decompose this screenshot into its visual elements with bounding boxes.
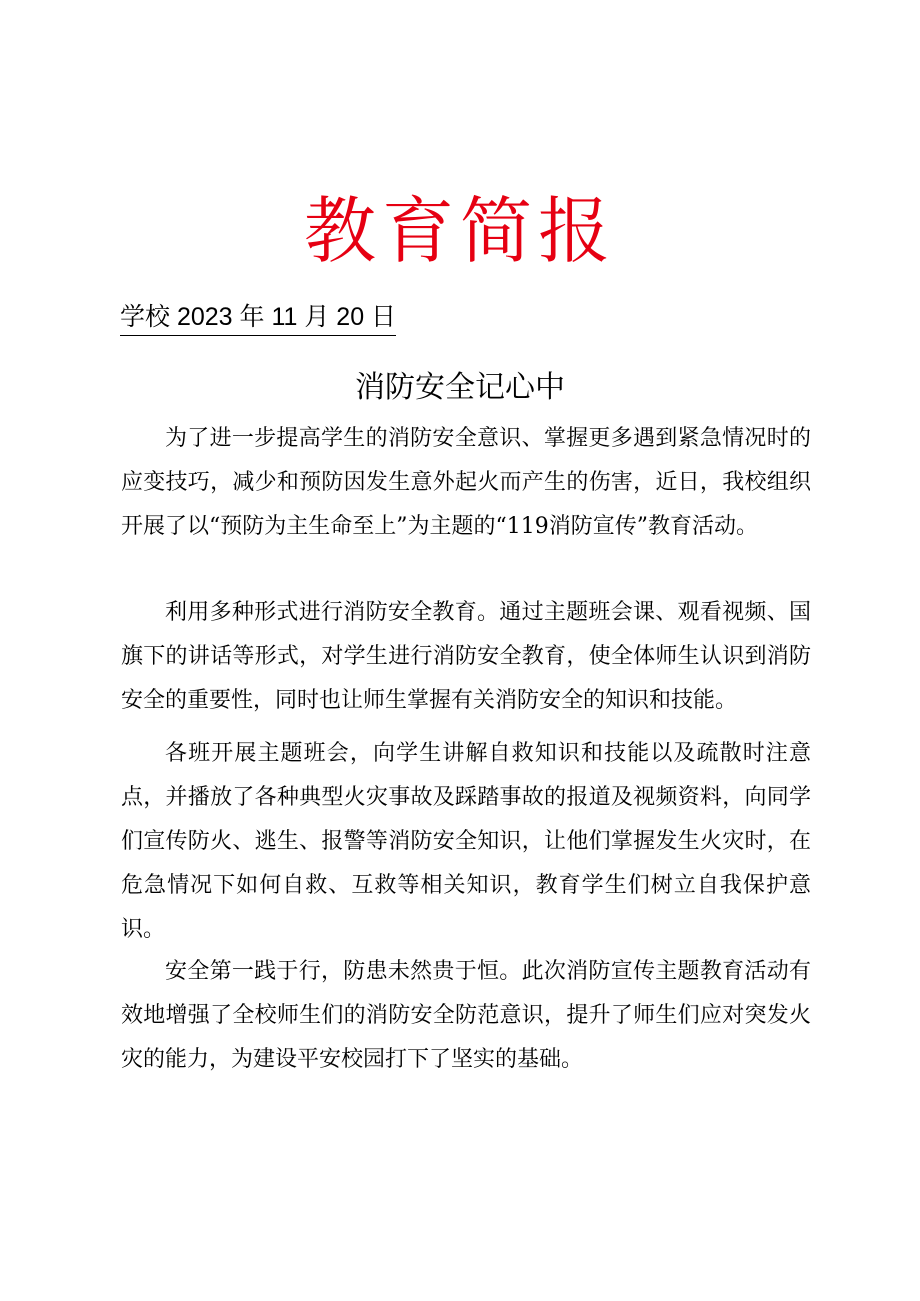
article-paragraph: 为了进一步提高学生的消防安全意识、掌握更多遇到紧急情况时的应变技巧，减少和预防因发生意外起火而产生的伤害，近日，我校组织开展了以“预防为主生命至上”为主题的“119消防宣传”教育活动。 (121, 426, 811, 539)
article-paragraph: 各班开展主题班会，向学生讲解自救知识和技能以及疏散时注意点，并播放了各种典型火灾事故及踩踏事故的报道及视频资料，向同学们宣传防火、逃生、报警等消防安全知识，让他们掌握发生火灾时，在危急情况下如何自救、互救等相关知识，教育学生们树立自我保护意识。 (121, 741, 811, 942)
article-paragraph: 安全第一践于行，防患未然贵于恒。此次消防宣传主题教育活动有效地增强了全校师生们的消防安全防范意识，提升了师生们应对突发火灾的能力，为建设平安校园打下了坚实的基础。 (121, 959, 811, 1072)
dateline: 学校 2023 年 11 月 20 日 (120, 300, 396, 336)
newsletter-masthead: 教育简报 (303, 189, 616, 273)
article-paragraph: 利用多种形式进行消防安全教育。通过主题班会课、观看视频、国旗下的讲话等形式，对学生进行消防安全教育，使全体师生认识到消防安全的重要性，同时也让师生掌握有关消防安全的知识和技能。 (121, 600, 811, 713)
article-title: 消防安全记心中 (355, 370, 565, 405)
